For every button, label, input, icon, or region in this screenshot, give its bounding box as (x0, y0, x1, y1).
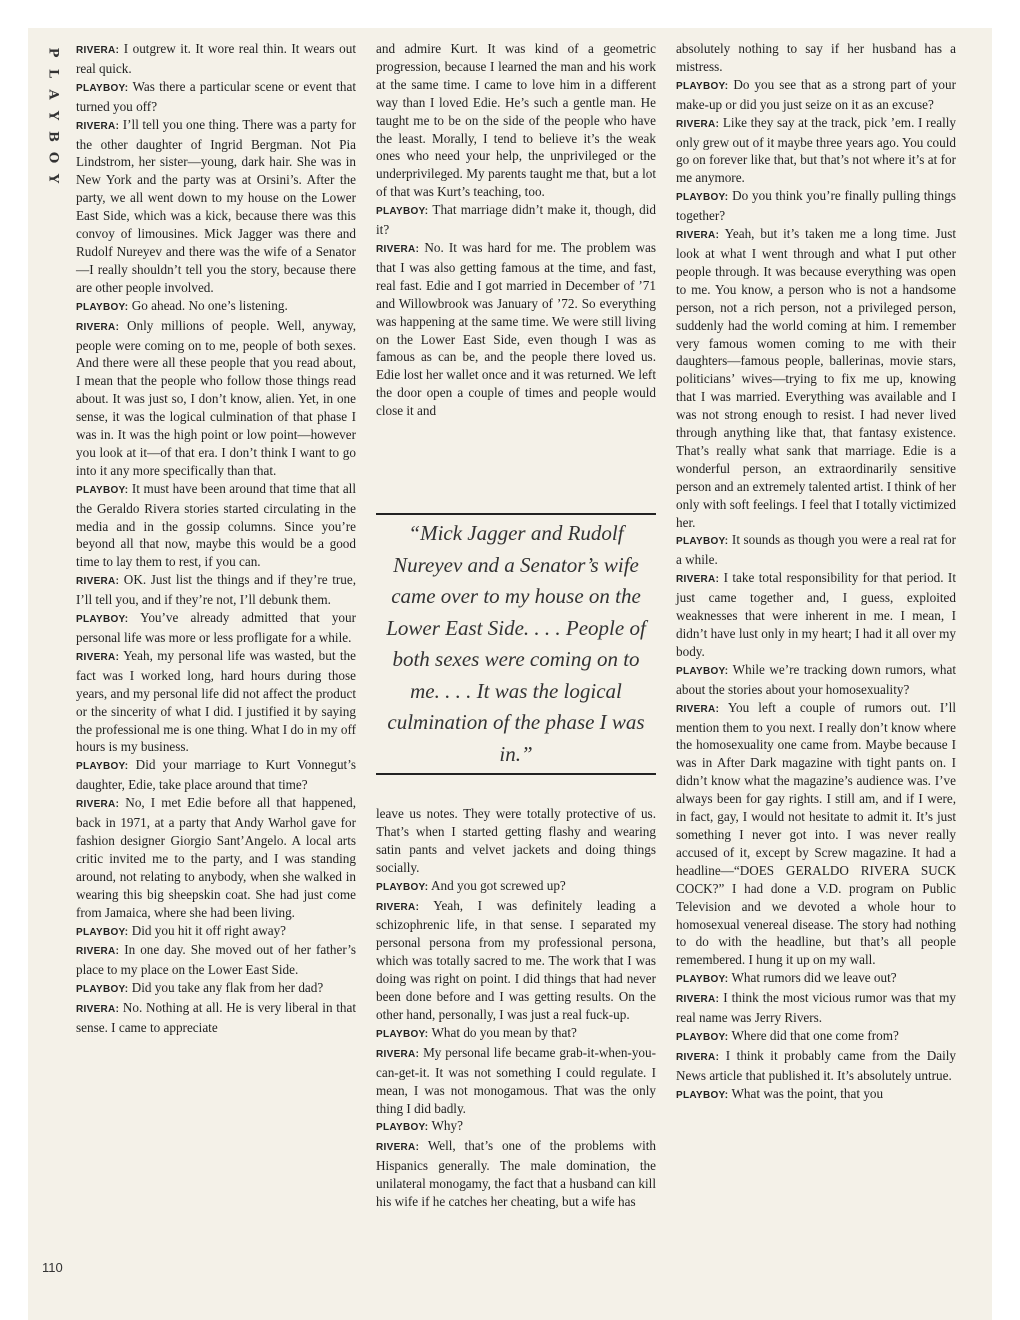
speaker-label: PLAYBOY: (76, 301, 129, 313)
speaker-label: RIVERA: (676, 118, 720, 130)
interview-paragraph (376, 897, 656, 1024)
paragraph-text: It sounds as though you were a real rat for a while. (676, 532, 956, 568)
interview-paragraph (376, 805, 656, 877)
paragraph-text: Go ahead. No one’s listening. (131, 297, 288, 313)
interview-paragraph (676, 989, 956, 1027)
speaker-label: RIVERA: (76, 799, 120, 811)
title-letter: B (45, 131, 61, 142)
paragraph-text: While we’re tracking down rumors, what about the stories about your homosexuality? (676, 661, 956, 697)
speaker-label: RIVERA: (676, 703, 720, 715)
interview-paragraph (676, 969, 956, 989)
interview-paragraph (676, 225, 956, 531)
title-letter: P (45, 47, 61, 58)
interview-paragraph (676, 661, 956, 699)
interview-paragraph (76, 999, 356, 1037)
magazine-page (28, 28, 992, 1320)
speaker-label: PLAYBOY: (676, 192, 729, 204)
interview-paragraph (676, 114, 956, 188)
interview-paragraph (676, 569, 956, 661)
interview-paragraph (376, 1117, 656, 1137)
paragraph-text: Did you take any flak from her dad? (131, 980, 324, 996)
interview-paragraph (76, 297, 356, 317)
interview-paragraph (76, 571, 356, 609)
pull-quote: “Mick Jagger and Rudolf Nureyev and a Senator’s wife came over to my house on the Lower East Side. . . . People of both sexes were coming on to me. . . . It was the logical culmination of the phase I was in.” (386, 521, 646, 766)
interview-paragraph (76, 609, 356, 647)
paragraph-text: Well, that’s one of the problems with Hispanics generally. The male domination, the unilateral monogamy, the fact that a husband can kill his wife if he catches her cheating, but a wife has (376, 1138, 656, 1210)
interview-paragraph (76, 979, 356, 999)
pull-quote-box (376, 513, 656, 775)
paragraph-text: That marriage didn’t make it, though, did it? (376, 202, 656, 238)
paragraph-text: What do you mean by that? (431, 1024, 577, 1040)
speaker-label: PLAYBOY: (676, 665, 729, 677)
interview-paragraph (376, 40, 656, 201)
speaker-label: PLAYBOY: (76, 984, 129, 996)
title-letter: L (45, 68, 61, 79)
speaker-label: PLAYBOY: (376, 1122, 429, 1134)
paragraph-text: Yeah, but it’s taken me a long time. Just look at what I went through and what I put other people through. It was because everything was open to me. You know, a person who is not a handsome person, not a rich person, not a privileged person, suddenly had the world coming at him. I remember very famous women coming to me with their daughters—famous people, ballerinas, movie stars, politicians’ wives—trying to fix me up, knowing that I was married. Everything was available and I was not strong enough to resist. I had never lived through anything like that, that fantasy existence. That’s really what sank that marriage. Edie is a wonderful person, an extraordinarily sensitive person and an extremely talented artist. I think of her only with soft feelings. I feel that I totally victimized her. (676, 226, 957, 530)
interview-paragraph (376, 1044, 656, 1118)
paragraph-text: leave us notes. They were totally protective of us. That’s when I started getting flashy and wearing satin pants and velvet jackets and doing things socially. (376, 806, 656, 875)
interview-paragraph (76, 922, 356, 942)
title-letter: A (45, 89, 61, 100)
speaker-label: RIVERA: (376, 243, 420, 255)
interview-paragraph (676, 1047, 956, 1085)
speaker-label: PLAYBOY: (676, 536, 729, 548)
speaker-label: RIVERA: (376, 901, 420, 913)
speaker-label: PLAYBOY: (376, 1028, 429, 1040)
text-column-1 (76, 40, 356, 1280)
title-letter: O (45, 151, 61, 164)
interview-paragraph (676, 187, 956, 225)
paragraph-text: Where did that one come from? (731, 1027, 899, 1043)
paragraph-text: In one day. She moved out of her father’s place to my place on the Lower East Side. (76, 942, 357, 978)
paragraph-text: Only millions of people. Well, anyway, people were coming on to me, people of both sexes. And there were all these people that you read about, I mean that the people who follow those things read about. It was just so, I don’t know, alien. Yet, in one sense, it was the logical culmination of that phase I was in. It was the high point or low point—however you look at it—of that era. I don’t think I want to go into it any more specifically than that. (76, 317, 357, 478)
paragraph-text: My personal life became grab-it-when-you-can-get-it. It was not something I could regulate. I mean, I was not monogamous. That was the only thing I did badly. (376, 1044, 656, 1116)
speaker-label: PLAYBOY: (676, 1031, 729, 1043)
paragraph-text: I think it probably came from the Daily News article that published it. It’s absolutely untrue. (676, 1047, 956, 1083)
title-letter: Y (45, 110, 61, 121)
speaker-label: PLAYBOY: (76, 614, 129, 626)
paragraph-text: I take total responsibility for that period. It just came together and, I guess, exploited weaknesses that were inherent in me. I mean, I didn’t have lust only in my heart; I had it all over my body. (676, 570, 956, 659)
speaker-label: RIVERA: (76, 120, 120, 132)
interview-paragraph (76, 78, 356, 116)
speaker-label: PLAYBOY: (76, 484, 129, 496)
interview-paragraph (76, 756, 356, 794)
interview-paragraph (376, 239, 656, 420)
speaker-label: PLAYBOY: (76, 761, 129, 773)
text-column-2-bottom (376, 805, 656, 1285)
interview-paragraph (76, 480, 356, 572)
paragraph-text: Yeah, I was definitely leading a schizophrenic life, in that sense. I separated my personal persona from my professional persona, which was totally sacred to me. The work that I was doing was right on point. I did things that had never been done before and I was getting results. On the other hand, personally, I was just a real fuck-up. (376, 897, 656, 1022)
speaker-label: PLAYBOY: (676, 1089, 729, 1101)
interview-paragraph (676, 40, 956, 76)
paragraph-text: Do you see that as a strong part of your make-up or did you just seize on it as an excuse? (676, 76, 957, 112)
paragraph-text: What was the point, that you (731, 1085, 884, 1101)
paragraph-text: I outgrew it. It wore real thin. It wears out real quick. (76, 41, 357, 76)
interview-paragraph (76, 941, 356, 979)
paragraph-text: absolutely nothing to say if her husband has a mistress. (676, 41, 956, 74)
paragraph-text: I’ll tell you one thing. There was a party for the other daughter of Ingrid Bergman. Not Pia Lindstrom, her sister—young, dark hair. She was in New York and the party was at Orsini’s. After the party, we all went down to my house on the Lower East Side, which was a kick, because there was this convoy of limousines. Mick Jagger was there and Rudolf Nureyev and there was the wife of a Senator—I really shouldn’t tell you the story, because there are other people involved. (76, 116, 357, 295)
paragraph-text: No, I met Edie before all that happened, back in 1971, at a party that Andy Warhol gave for fashion designer Giorgio Sant’Angelo. A local arts critic invited me to the party, and I was standing around, not relating to anybody, when she walked in wearing this big sheepskin coat. She had just come from Jamaica, where she had been living. (76, 795, 356, 920)
paragraph-text: And you got screwed up? (431, 877, 566, 893)
interview-paragraph (76, 794, 356, 921)
speaker-label: RIVERA: (76, 321, 120, 333)
speaker-label: RIVERA: (376, 1048, 420, 1060)
speaker-label: PLAYBOY: (376, 881, 429, 893)
paragraph-text: It must have been around that time that all the Geraldo Rivera stories started circulating in the media and in the gossip columns. Since you’re beyond all that now, maybe this would be a good time to lay them to rest, if you can. (76, 480, 357, 570)
paragraph-text: No. Nothing at all. He is very liberal in that sense. I came to appreciate (76, 1000, 356, 1036)
interview-paragraph (376, 201, 656, 239)
interview-paragraph (676, 1027, 956, 1047)
speaker-label: PLAYBOY: (76, 926, 129, 938)
interview-paragraph (76, 40, 356, 78)
speaker-label: RIVERA: (676, 574, 720, 586)
speaker-label: RIVERA: (76, 576, 120, 588)
paragraph-text: You’ve already admitted that your personal life was more or less profligate for a while. (76, 610, 356, 645)
speaker-label: PLAYBOY: (376, 206, 429, 218)
interview-paragraph (676, 1085, 956, 1105)
paragraph-text: You left a couple of rumors out. I’ll mention them to you next. I really don’t know where the homosexuality one came from. Maybe because I was in After Dark magazine with tight pants on. I didn’t know what the magazine’s audience was. I’ve always been for gay rights. I still am, and if I were, in fact, gay, I would not hesitate to admit it. It’s just something I never got into. I was never really accused of it, except by Screw magazine. It had a headline—“DOES GERALDO RIVERA SUCK COCK?” I had done a V.D. program on Public Television and we devoted a whole hour to homosexual venereal disease. The story had nothing to do with the headline, but that’s all people remembered. I hung it up on my wall. (676, 699, 957, 968)
interview-paragraph (76, 647, 356, 756)
page-number: 110 (42, 1260, 63, 1275)
title-letter: Y (45, 173, 61, 184)
speaker-label: RIVERA: (676, 230, 720, 242)
paragraph-text: OK. Just list the things and if they’re true, I’ll tell you, and if they’re not, I’ll debunk them. (76, 572, 356, 608)
interview-paragraph (676, 76, 956, 114)
magazine-title-vertical (42, 42, 64, 189)
paragraph-text: Yeah, my personal life was wasted, but the fact was I worked long, hard hours during those years, and my personal life did not affect the product or the sincerity of what I did. I justified it by saying the professional me is one thing. What I do in my off hours is my business. (76, 647, 356, 755)
interview-paragraph (376, 877, 656, 897)
speaker-label: RIVERA: (676, 1051, 720, 1063)
speaker-label: PLAYBOY: (676, 80, 729, 92)
paragraph-text: What rumors did we leave out? (731, 970, 897, 986)
speaker-label: RIVERA: (76, 946, 120, 958)
interview-paragraph (676, 531, 956, 569)
interview-paragraph (376, 1137, 656, 1211)
interview-paragraph (76, 317, 356, 480)
paragraph-text: Was there a particular scene or event that turned you off? (76, 78, 356, 114)
paragraph-text: No. It was hard for me. The problem was that I was also getting famous at the time, and fast, real fast. Edie and I got married in December of ’71 and Willowbrook was January of ’72. So everything was happening at the same time. We were still living on the Lower East Side, even though I was as famous as can be, and the people there loved us. Edie lost her wallet once and it was returned. We left the door open a couple of times and people would close it and (376, 239, 656, 419)
interview-paragraph (76, 116, 356, 297)
speaker-label: PLAYBOY: (676, 974, 729, 986)
paragraph-text: Why? (431, 1118, 463, 1134)
interview-paragraph (676, 699, 956, 970)
paragraph-text: Did your marriage to Kurt Vonnegut’s daughter, Edie, take place around that time? (76, 757, 357, 793)
text-column-3 (676, 40, 956, 1280)
paragraph-text: I think the most vicious rumor was that my real name was Jerry Rivers. (676, 990, 957, 1026)
speaker-label: RIVERA: (676, 994, 720, 1006)
speaker-label: RIVERA: (376, 1142, 420, 1154)
paragraph-text: Did you hit it off right away? (131, 922, 287, 938)
paragraph-text: Do you think you’re finally pulling things together? (676, 188, 956, 224)
speaker-label: PLAYBOY: (76, 82, 129, 94)
speaker-label: RIVERA: (76, 651, 120, 663)
paragraph-text: and admire Kurt. It was kind of a geometric progression, because I learned the man and his work at the same time. I came to love him in a different way than I loved Edie. He’s such a gentle man. He taught me to be on the side of the people who have the least. Morally, I tend to believe it’s the weak ones who need your help, the unprivileged or the underprivileged. My parents taught me that, but a lot of that was Kurt’s teaching, too. (376, 41, 656, 200)
text-column-2-top (376, 40, 656, 495)
speaker-label: RIVERA: (76, 45, 120, 56)
paragraph-text: Like they say at the track, pick ’em. I really only grew out of it maybe three years ago. You could go on forever like that, but that’s not where it’s at for me anymore. (676, 114, 957, 186)
interview-paragraph (376, 1024, 656, 1044)
speaker-label: RIVERA: (76, 1004, 120, 1016)
